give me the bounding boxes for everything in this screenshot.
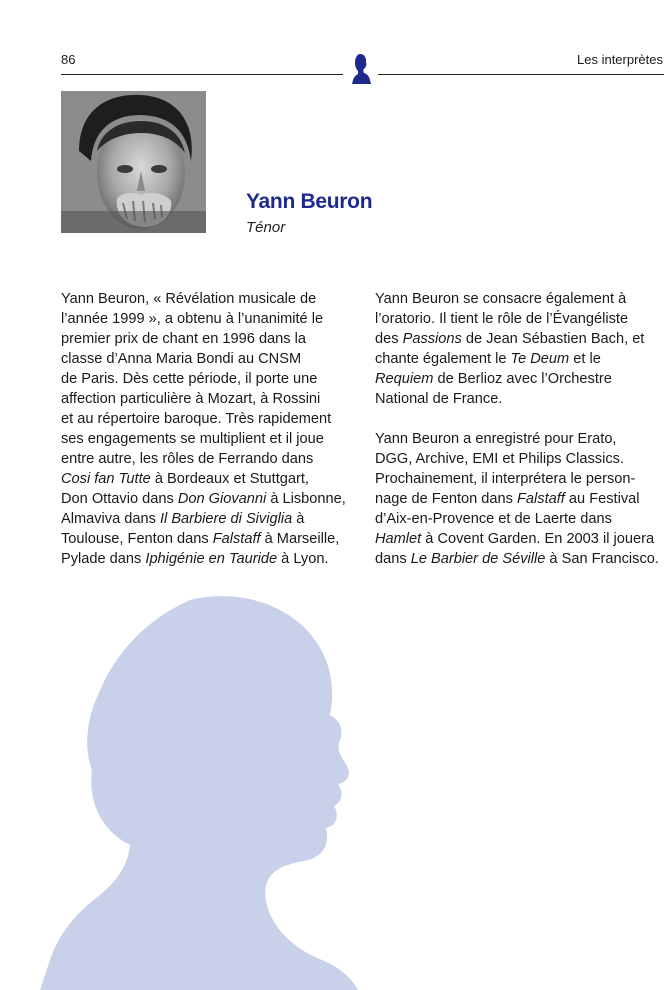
artist-name: Yann Beuron xyxy=(246,190,373,213)
text-segment: à Lisbonne, xyxy=(266,491,346,507)
text-segment: de Paris. Dès cette période, il porte une xyxy=(61,371,318,387)
text-line xyxy=(61,489,351,509)
text-segment: Prochainement, il interprétera le person- xyxy=(375,471,636,487)
work-title: Iphigénie en Tauride xyxy=(145,551,278,567)
text-line xyxy=(375,369,667,389)
page-number: 86 xyxy=(61,52,76,67)
text-segment: DGG, Archive, EMI et Philips Classics. xyxy=(375,451,624,467)
text-segment: à Marseille, xyxy=(260,531,340,547)
text-line xyxy=(61,349,351,369)
text-segment: Pylade dans xyxy=(61,551,146,567)
work-title: Il Barbiere di Siviglia xyxy=(159,511,293,527)
text-segment: premier prix de chant en 1996 dans la xyxy=(61,331,307,347)
text-line xyxy=(375,549,667,569)
text-segment: l’oratorio. Il tient le rôle de l’Évangéliste xyxy=(375,311,629,327)
work-title: Le Barbier de Séville xyxy=(410,551,546,567)
text-segment: à xyxy=(292,511,305,527)
portrait-photo xyxy=(61,91,206,233)
text-line xyxy=(61,449,351,469)
text-line xyxy=(375,289,667,309)
text-segment: l’année 1999 », a obtenu à l’unanimité le xyxy=(61,311,324,327)
text-segment: à Bordeaux et Stuttgart, xyxy=(150,471,309,487)
paragraph-gap xyxy=(375,409,667,429)
text-line xyxy=(61,389,351,409)
text-segment: de Berlioz avec l’Orchestre xyxy=(433,371,612,387)
text-line xyxy=(375,349,667,369)
work-title: Te Deum xyxy=(510,351,570,367)
text-line xyxy=(61,409,351,429)
text-line xyxy=(375,489,667,509)
text-segment: à Lyon. xyxy=(277,551,329,567)
text-line xyxy=(61,529,351,549)
text-segment: dans xyxy=(375,551,411,567)
work-title: Cosi fan Tutte xyxy=(61,471,151,487)
text-line xyxy=(61,509,351,529)
text-segment: National de France. xyxy=(375,391,503,407)
text-segment: Almaviva dans xyxy=(61,511,160,527)
text-line xyxy=(61,549,351,569)
work-title: Falstaff xyxy=(212,531,261,547)
biography-column-right xyxy=(375,289,667,569)
text-line xyxy=(375,529,667,549)
work-title: Falstaff xyxy=(517,491,565,507)
text-segment: Yann Beuron a enregistré pour Erato, xyxy=(375,431,617,447)
text-line xyxy=(61,329,351,349)
text-line xyxy=(375,329,667,349)
text-line xyxy=(61,289,351,309)
header-rule-left xyxy=(61,74,343,75)
text-segment: et au répertoire baroque. Très rapidement xyxy=(61,411,332,427)
text-line xyxy=(375,509,667,529)
work-title: Don Giovanni xyxy=(177,491,267,507)
text-segment: Yann Beuron, « Révélation musicale de xyxy=(61,291,317,307)
text-segment: classe d’Anna Maria Bondi au CNSM xyxy=(61,351,302,367)
text-segment: Don Ottavio dans xyxy=(61,491,178,507)
text-line xyxy=(61,309,351,329)
silhouette-shape xyxy=(40,596,358,990)
biography-column-left xyxy=(61,289,351,569)
text-line xyxy=(375,469,667,489)
text-segment: Yann Beuron se consacre également à xyxy=(375,291,627,307)
work-title: Passions xyxy=(402,331,462,347)
text-segment: chante également le xyxy=(375,351,511,367)
text-segment: au Festival xyxy=(564,491,640,507)
text-line xyxy=(61,369,351,389)
text-segment: et le xyxy=(569,351,601,367)
text-line xyxy=(375,389,667,409)
text-line xyxy=(375,309,667,329)
text-segment: à San Francisco. xyxy=(545,551,659,567)
text-line xyxy=(61,429,351,449)
text-line xyxy=(375,449,667,469)
text-segment: ses engagements se multiplient et il joue xyxy=(61,431,324,447)
text-segment: de Jean Sébastien Bach, et xyxy=(461,331,645,347)
composer-profile-icon xyxy=(350,53,372,85)
text-segment: à Covent Garden. En 2003 il jouera xyxy=(421,531,655,547)
text-segment: d’Aix-en-Provence et de Laerte dans xyxy=(375,511,612,527)
text-line xyxy=(61,469,351,489)
emblem-shape xyxy=(352,54,371,84)
text-segment: entre autre, les rôles de Ferrando dans xyxy=(61,451,314,467)
text-segment: nage de Fenton dans xyxy=(375,491,517,507)
text-segment: affection particulière à Mozart, à Rossini xyxy=(61,391,321,407)
header-rule-right xyxy=(378,74,664,75)
artist-role: Ténor xyxy=(246,219,286,236)
text-segment: Toulouse, Fenton dans xyxy=(61,531,213,547)
work-title: Hamlet xyxy=(375,531,422,547)
composer-silhouette xyxy=(40,580,380,990)
text-segment: des xyxy=(375,331,403,347)
text-line xyxy=(375,429,667,449)
work-title: Requiem xyxy=(375,371,434,387)
running-title: Les interprètes xyxy=(577,52,663,67)
